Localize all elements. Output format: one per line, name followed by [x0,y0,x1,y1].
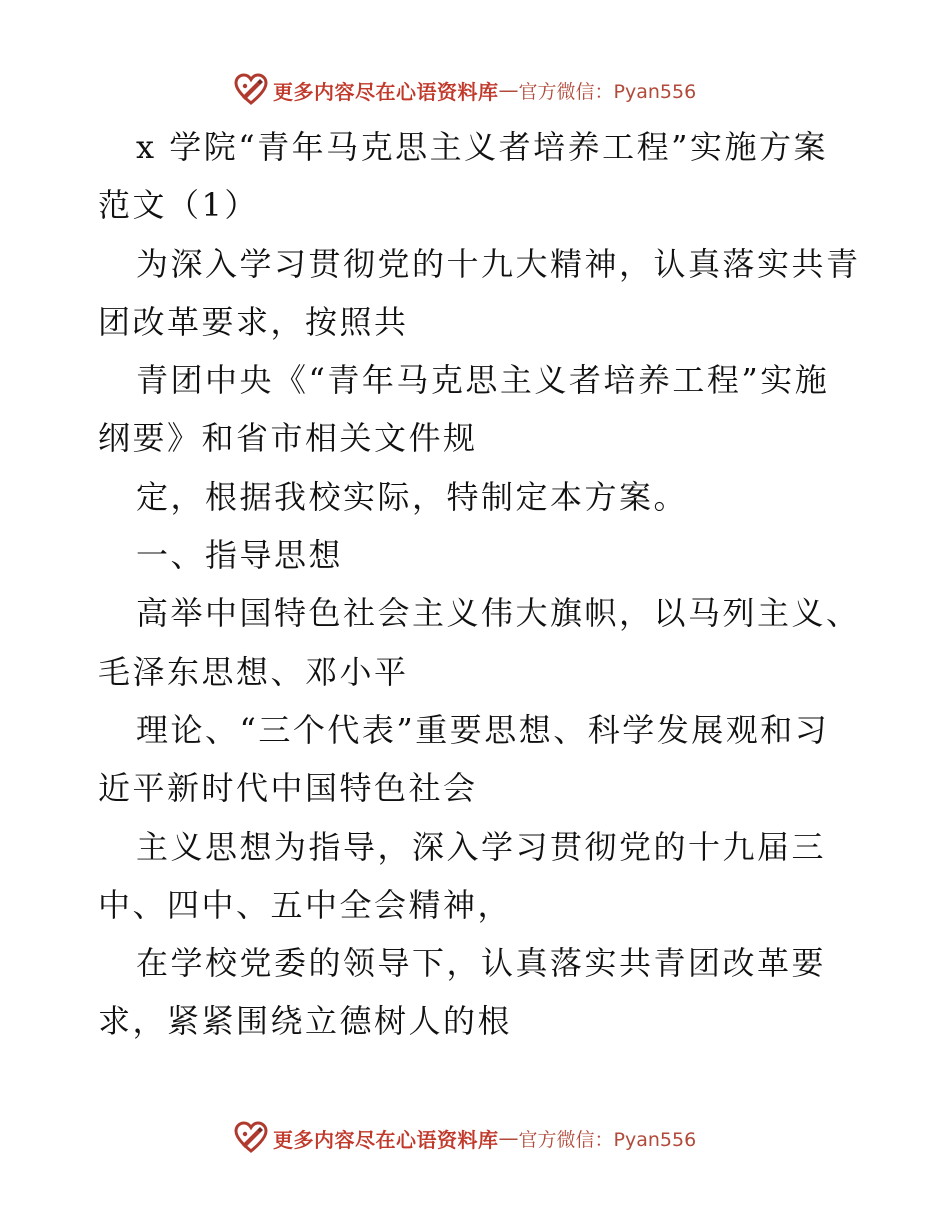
paragraph-line: 为深入学习贯彻党的十九大精神，认真落实共青 [136,244,861,283]
document-title-line-1: x 学院“青年马克思主义者培养工程”实施方案 [136,128,828,166]
banner-separator: — [498,1126,519,1150]
paragraph-line: 定，根据我校实际，特制定本方案。 [136,477,689,516]
paragraph-line: 中、四中、五中全会精神， [98,885,513,924]
heart-pen-logo-icon [233,72,269,108]
paragraph-line: 青团中央《“青年马克思主义者培养工程”实施 [136,361,830,400]
banner-contact: 官方微信：Pyan556 [518,1128,697,1151]
document-body [98,118,861,1051]
paragraph-line: 近平新时代中国特色社会 [98,769,478,808]
paragraph-line: 主义思想为指导，深入学习贯彻党的十九届三 [136,827,827,866]
paragraph-line: 团改革要求，按照共 [98,302,409,341]
document-title-line-2: 范文（1） [98,186,259,225]
banner-contact: 官方微信：Pyan556 [518,80,697,103]
footer-banner [233,1120,696,1156]
section-heading: 一、指导思想 [136,536,344,575]
paragraph-line: 毛泽东思想、邓小平 [98,652,409,691]
paragraph-line: 高举中国特色社会主义伟大旗帜，以马列主义、 [136,594,861,633]
paragraph-line: 纲要》和省市相关文件规 [98,419,478,458]
banner-brand: 更多内容尽在心语资料库 [273,1127,499,1152]
heart-pen-logo-icon [233,1120,269,1156]
paragraph-line: 在学校党委的领导下，认真落实共青团改革要 [136,944,827,983]
banner-brand: 更多内容尽在心语资料库 [273,79,499,104]
banner-separator: — [498,78,519,102]
paragraph-line: 求，紧紧围绕立德树人的根 [98,1002,513,1041]
paragraph-line: 理论、“三个代表”重要思想、科学发展观和习 [136,710,830,749]
header-banner [233,72,696,108]
